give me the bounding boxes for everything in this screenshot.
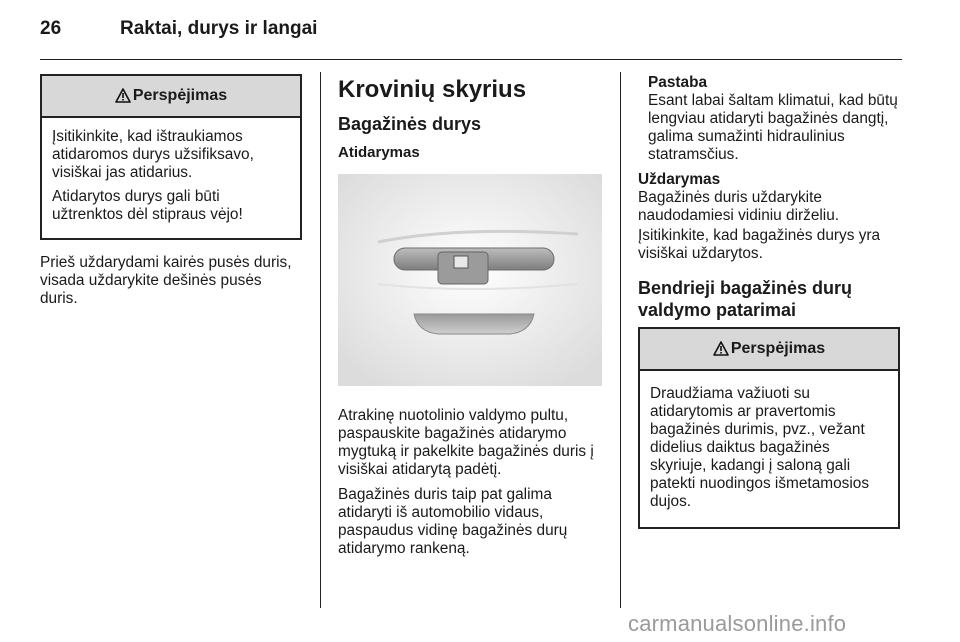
body-paragraph: Bagažinės duris uždarykite naudodamiesi vidiniu dirželiu.: [638, 189, 840, 224]
body-paragraph: Bagažinės duris taip pat galima atidaryti iš automobilio vidaus, paspaudus vidinę bagažinės durų atidarymo rankeną.: [338, 486, 568, 557]
subsection-heading: Bendrieji bagažinės durų valdymo patarimai: [638, 278, 853, 320]
warning-triangle-icon: [713, 341, 729, 356]
right-column: [638, 74, 904, 529]
note-block: [638, 74, 904, 164]
warning-triangle-icon: [115, 88, 131, 103]
left-column: [40, 74, 302, 315]
note-text: Esant labai šaltam klimatui, kad būtų lengviau atidaryti bagažinės dangtį, galima sumažinti hidraulinius statramsčius.: [648, 92, 898, 163]
page-number: 26: [40, 18, 62, 39]
warning-header: [42, 76, 300, 118]
warning-title: Perspėjimas: [730, 340, 826, 357]
section-heading: Krovinių skyrius: [338, 76, 527, 103]
subsection-heading: Bagažinės durys: [338, 114, 482, 134]
body-paragraph: Atrakinę nuotolinio valdymo pultu, paspauskite bagažinės atidarymo mygtuką ir pakelkite bagažinės duris į visiškai atidarytą padėtį.: [338, 407, 594, 478]
chapter-title: Raktai, durys ir langai: [120, 18, 318, 39]
warning-body: [42, 118, 300, 238]
body-paragraph: Prieš uždarydami kairės pusės duris, visada uždarykite dešinės pusės duris.: [40, 254, 292, 307]
middle-column: [338, 74, 602, 565]
warning-paragraph: Draudžiama važiuoti su atidarytomis ar pravertomis bagažinės durimis, pvz., vežant didelius daiktus bagažinės skyriuje, kadangi į saloną gali patekti nuodingos išmetamosios dujos.: [650, 385, 870, 510]
body-paragraph: Įsitikinkite, kad bagažinės durys yra visiškai uždarytos.: [638, 227, 881, 262]
warning-paragraph: Įsitikinkite, kad ištraukiamos atidaromos durys užsifiksavo, visiškai jas atidarius.: [52, 128, 254, 181]
warning-box: [638, 327, 900, 529]
column-divider: [320, 72, 321, 608]
topic-heading: Atidarymas: [338, 144, 420, 161]
watermark: carmanualsonline.info: [628, 611, 847, 636]
warning-paragraph: Atidarytos durys gali būti užtrenktos dėl stipraus vėjo!: [52, 188, 243, 223]
warning-header: [640, 329, 898, 371]
column-divider: [620, 72, 621, 608]
warning-title: Perspėjimas: [132, 87, 228, 104]
note-title: Pastaba: [648, 74, 708, 91]
tailgate-handle-illustration: [338, 174, 602, 386]
warning-box: [40, 74, 302, 240]
header-divider: [40, 59, 902, 60]
closing-heading: Uždarymas: [638, 171, 721, 188]
warning-body: [640, 371, 898, 527]
